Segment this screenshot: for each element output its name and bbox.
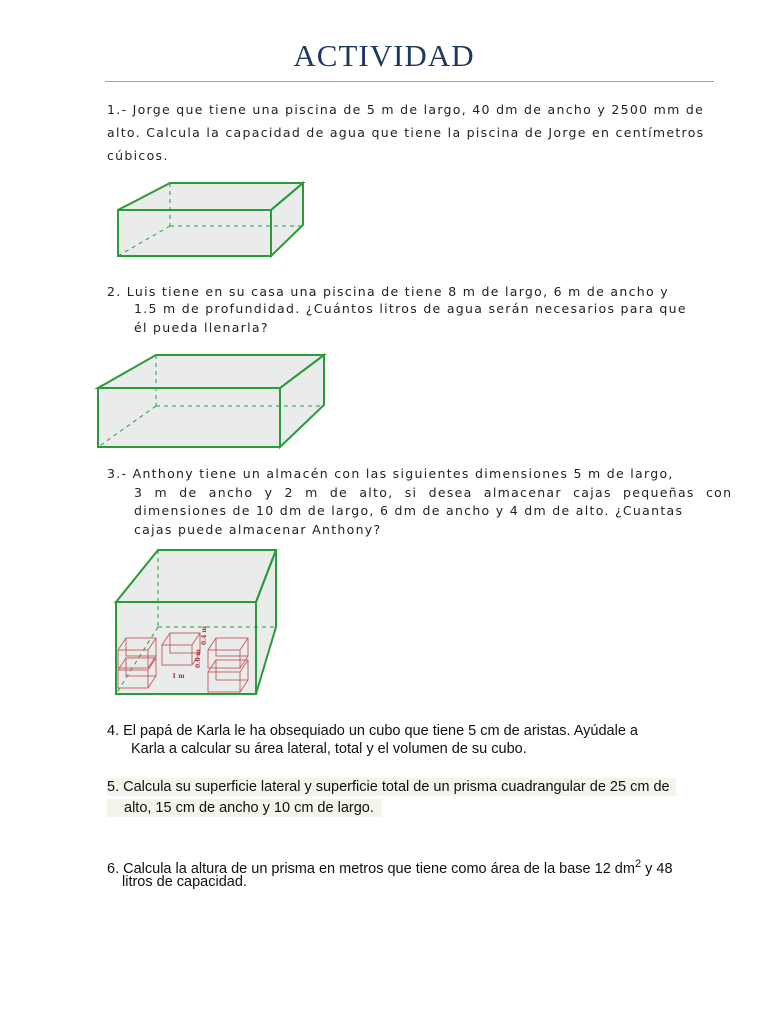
question-5-line-1: 5. Calcula su superficie lateral y superficie total de un prisma cuadrangular de 25 cm de: [107, 778, 676, 796]
question-5-line-2: alto, 15 cm de ancho y 10 cm de largo.: [107, 799, 382, 817]
box-label-width: 0.6 m: [195, 649, 202, 668]
question-4-line-1: 4. El papá de Karla le ha obsequiado un cubo que tiene 5 cm de aristas. Ayúdale a: [107, 723, 638, 739]
question-6-line-2: litros de capacidad.: [122, 874, 247, 890]
question-1-line-3: cúbicos.: [107, 148, 169, 163]
question-2-line-2: 1.5 m de profundidad. ¿Cuántos litros de agua serán necesarios para que: [134, 301, 687, 316]
question-3-line-3: dimensiones de 10 dm de largo, 6 dm de ancho y 4 dm de alto. ¿Cuantas: [134, 503, 684, 518]
question-3-line-4: cajas puede almacenar Anthony?: [134, 522, 382, 537]
question-2-line-3: él pueda llenarla?: [134, 320, 269, 335]
question-3-line-1: 3.- Anthony tiene un almacén con las siguientes dimensiones 5 m de largo,: [107, 466, 674, 481]
question-3-line-2: 3 m de ancho y 2 m de alto, si desea almacenar cajas pequeñas con: [134, 485, 733, 500]
question-6-text-b: y 48: [641, 860, 673, 877]
prism-figure-1: [118, 183, 303, 256]
prism-figure-3: [116, 550, 276, 694]
question-6-text-a: 6. Calcula la altura de un prisma en metros que tiene como área de la base 12 dm: [107, 860, 635, 877]
question-1-line-1: 1.- Jorge que tiene una piscina de 5 m de largo, 40 dm de ancho y 2500 mm de: [107, 102, 705, 117]
page-title: ACTIVIDAD: [293, 38, 475, 73]
superscript-two: 2: [634, 858, 642, 870]
question-1-line-2: alto. Calcula la capacidad de agua que tiene la piscina de Jorge en centímetros: [107, 125, 705, 140]
question-2-line-1: 2. Luis tiene en su casa una piscina de tiene 8 m de largo, 6 m de ancho y: [107, 284, 669, 299]
prism-figure-2: [98, 355, 324, 447]
box-label-length: 1 m: [172, 673, 185, 680]
box-label-height: 0.4 m: [201, 626, 208, 645]
question-4-line-2: Karla a calcular su área lateral, total y el volumen de su cubo.: [131, 741, 527, 757]
